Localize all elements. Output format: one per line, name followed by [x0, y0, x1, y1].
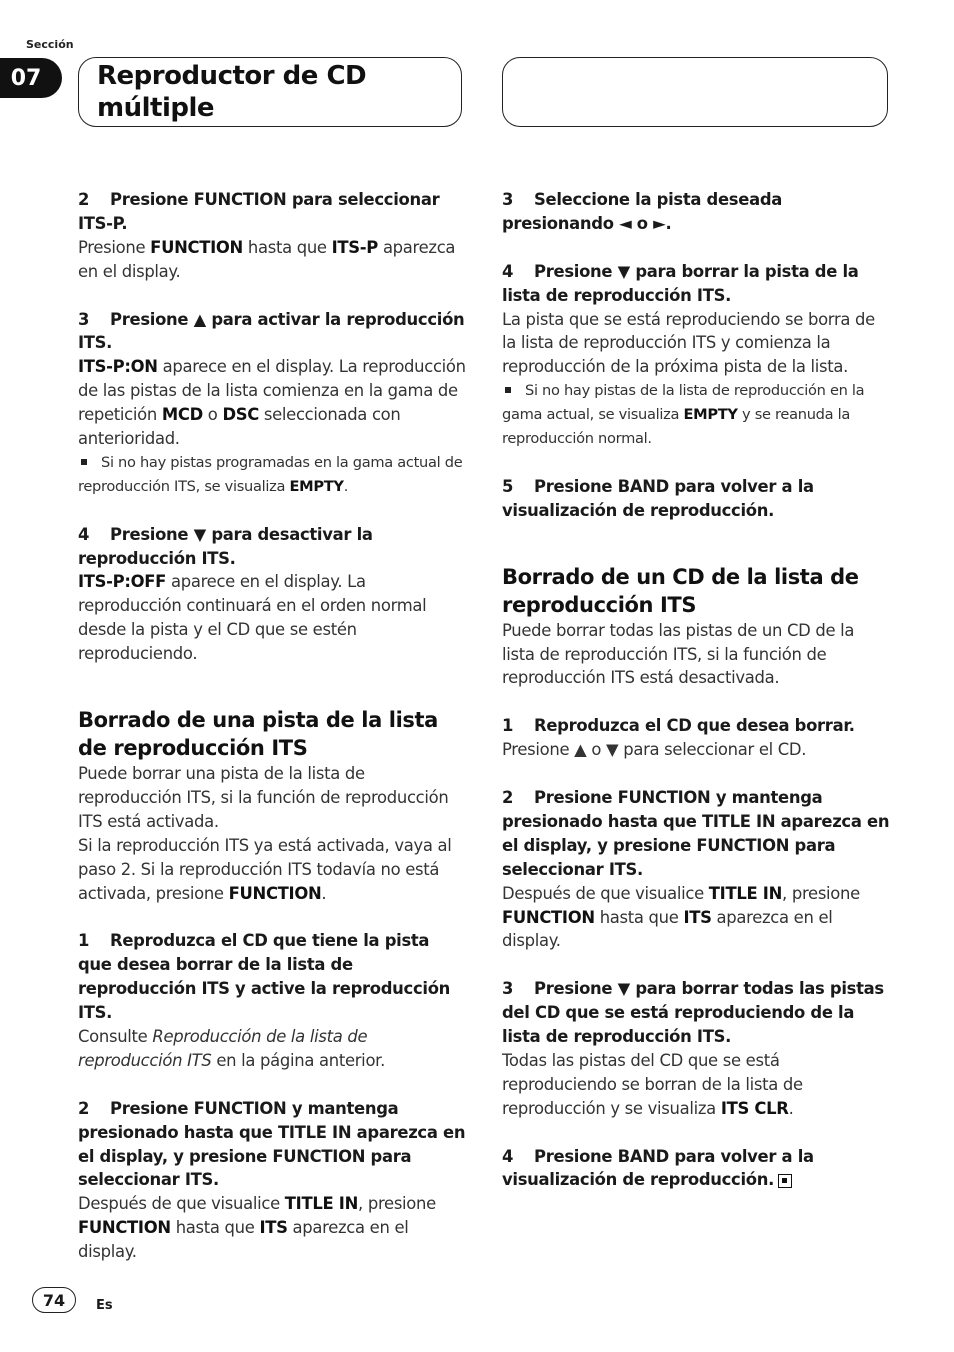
- step-heading: 3 Presione ▼ para borrar todas las pistas del CD que se está reproduciendo de la lista de reproducción ITS.: [502, 979, 884, 1047]
- step-body: Presione FUNCTION hasta que ITS-P aparezca en el display.: [78, 237, 456, 281]
- intro-paragraph: Si la reproducción ITS ya está activada, vaya al paso 2. Si la reproducción ITS todavía no está activada, presione FUNCTION.: [78, 835, 452, 903]
- step-heading: 3 Seleccione la pista deseada presionando ◄ o ►.: [502, 190, 783, 233]
- intro-paragraph: Puede borrar todas las pistas de un CD de la lista de reproducción ITS, si la función de reproducción ITS está desactivada.: [502, 620, 855, 688]
- step-heading: 4 Presione ▼ para borrar la pista de la lista de reproducción ITS.: [502, 261, 859, 305]
- step-heading: 2 Presione FUNCTION para seleccionar ITS-P.: [78, 190, 440, 233]
- step-heading: 5 Presione BAND para volver a la visualización de reproducción.: [502, 476, 814, 520]
- left-column: [78, 188, 466, 1264]
- end-of-section-icon: [778, 1174, 792, 1188]
- step-body: Todas las pistas del CD que se está reproduciendo se borran de la lista de reproducción y se visualiza ITS CLR.: [502, 1050, 803, 1118]
- square-bullet-icon: [81, 459, 87, 465]
- page-number: 74: [32, 1287, 76, 1313]
- step-heading: 1 Reproduzca el CD que desea borrar.: [502, 716, 855, 736]
- header-empty-box: [502, 57, 888, 127]
- step-body: La pista que se está reproduciendo se borra de la lista de reproducción ITS y comienza la reproducción de la próxima pista de la lista.: [502, 309, 875, 377]
- step-body: Presione ▲ o ▼ para seleccionar el CD.: [502, 740, 807, 760]
- note-text: Si no hay pistas de la lista de reproducción en la gama actual, se visualiza EMPTY y se reanuda la reproducción normal.: [502, 382, 865, 448]
- note-text: Si no hay pistas programadas en la gama actual de reproducción ITS, se visualiza EMPTY.: [78, 453, 463, 495]
- square-bullet-icon: [505, 387, 511, 393]
- step-heading: 1 Reproduzca el CD que tiene la pista que desea borrar de la lista de reproducción ITS y active la reproducción ITS.: [78, 931, 451, 1023]
- step-body: ITS-P:OFF aparece en el display. La reproducción continuará en el orden normal desde la pista y el CD que se estén reproduciendo.: [78, 572, 427, 664]
- right-column: [502, 188, 890, 1192]
- chapter-title-box: [78, 57, 462, 127]
- step-heading: 4 Presione BAND para volver a la visualización de reproducción.: [502, 1146, 814, 1190]
- step-heading: 3 Presione ▲ para activar la reproducción ITS.: [78, 309, 465, 353]
- intro-paragraph: Puede borrar una pista de la lista de reproducción ITS, si la función de reproducción ITS está activada.: [78, 764, 449, 831]
- step-body: Después de que visualice TITLE IN, presione FUNCTION hasta que ITS aparezca en el display.: [78, 1194, 436, 1262]
- language-code: Es: [96, 1298, 113, 1313]
- step-heading: 2 Presione FUNCTION y mantenga presionado hasta que TITLE IN aparezca en el display, y presione FUNCTION para seleccionar ITS.: [78, 1098, 466, 1190]
- section-heading: Borrado de un CD de la lista de reproducción ITS: [502, 564, 859, 617]
- step-heading: 2 Presione FUNCTION y mantenga presionado hasta que TITLE IN aparezca en el display, y presione FUNCTION para seleccionar ITS.: [502, 787, 890, 879]
- step-body: ITS-P:ON aparece en el display. La reproducción de las pistas de la lista comienza en la gama de repetición MCD o DSC seleccionada con anterioridad.: [78, 357, 466, 449]
- section-heading: Borrado de una pista de la lista de reproducción ITS: [78, 708, 438, 761]
- section-number-badge: 07: [0, 58, 62, 98]
- step-body: Después de que visualice TITLE IN, presione FUNCTION hasta que ITS aparezca en el display.: [502, 883, 860, 951]
- section-label: Sección: [26, 38, 74, 51]
- step-heading: 4 Presione ▼ para desactivar la reproducción ITS.: [78, 524, 373, 568]
- step-body: Consulte Reproducción de la lista de reproducción ITS en la página anterior.: [78, 1027, 386, 1070]
- chapter-title: Reproductor de CD múltiple: [97, 61, 367, 123]
